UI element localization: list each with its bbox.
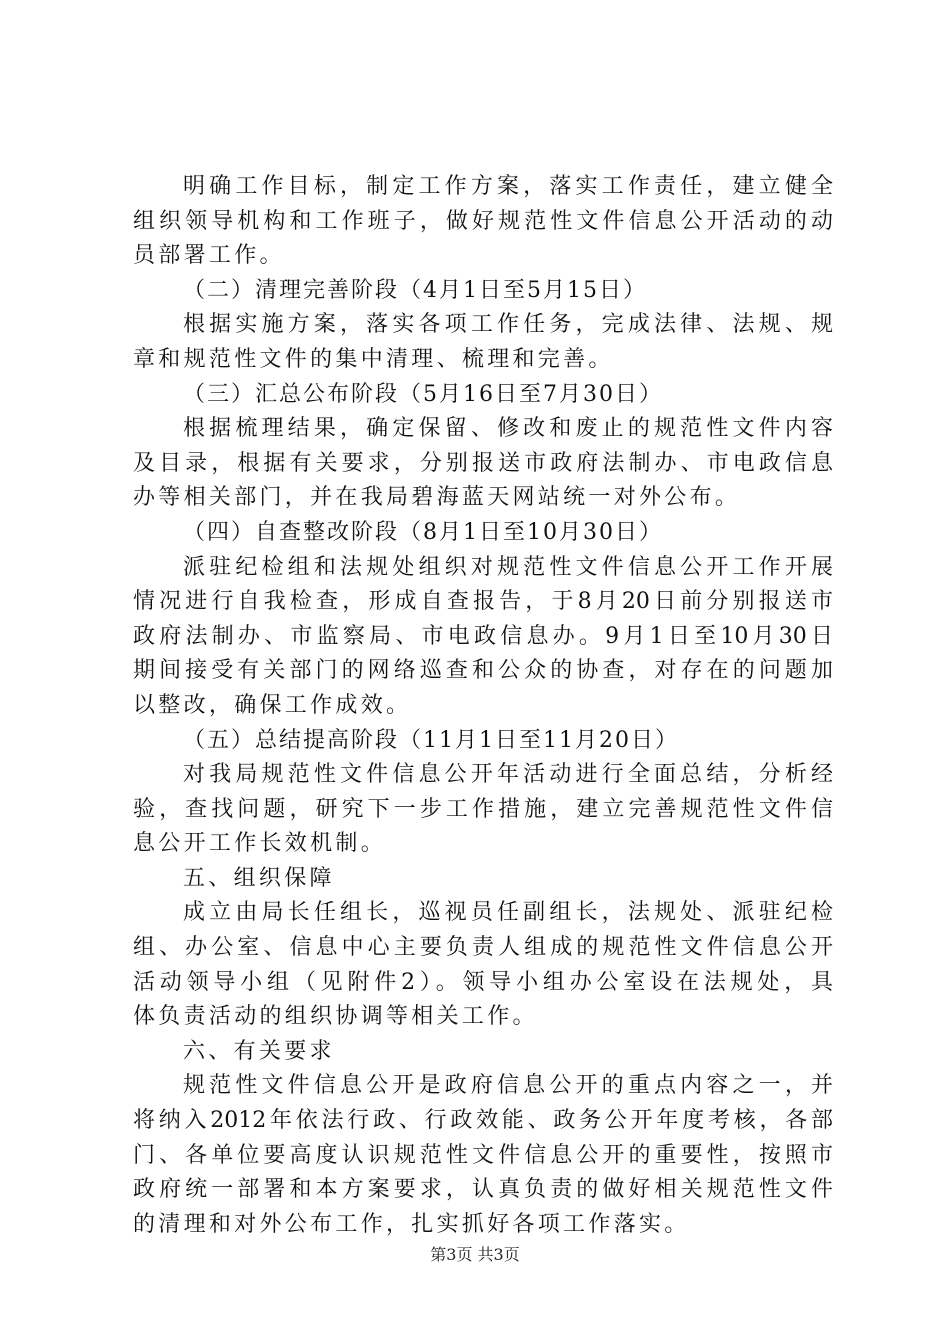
paragraph-line: 根据梳理结果，确定保留、修改和废止的规范性文件内容: [183, 416, 833, 442]
paragraph-line: 期间接受有关部门的网络巡查和公众的协查，对存在的问题加: [133, 658, 833, 684]
paragraph-line: 派驻纪检组和法规处组织对规范性文件信息公开工作开展: [183, 554, 833, 580]
paragraph-line: 息公开工作长效机制。: [133, 831, 387, 857]
paragraph-line: 对我局规范性文件信息公开年活动进行全面总结，分析经: [183, 762, 833, 788]
paragraph-line: 体负责活动的组织协调等相关工作。: [133, 1004, 538, 1030]
stage-heading: （五）总结提高阶段（11月1日至11月20日）: [183, 727, 679, 753]
paragraph-line: 组、办公室、信息中心主要负责人组成的规范性文件信息公开: [133, 935, 833, 961]
stage-heading: （四）自查整改阶段（8月1日至10月30日）: [183, 519, 663, 545]
paragraph-line: 成立由局长任组长，巡视员任副组长，法规处、派驻纪检: [183, 900, 833, 926]
paragraph-line: 明确工作目标，制定工作方案，落实工作责任，建立健全: [183, 174, 833, 199]
paragraph-line: 章和规范性文件的集中清理、梳理和完善。: [133, 346, 614, 372]
document-body: [133, 170, 833, 1242]
paragraph-line: 及目录，根据有关要求，分别报送市政府法制办、市电政信息: [133, 450, 833, 476]
paragraph-line: 情况进行自我检查，形成自查报告，于8月20日前分别报送市: [133, 589, 833, 615]
section-heading: 六、有关要求: [183, 1038, 335, 1064]
page-number-footer: 第3页 共3页: [430, 1245, 520, 1264]
paragraph-line: 将纳入2012年依法行政、行政效能、政务公开年度考核，各部: [133, 1108, 833, 1134]
stage-heading: （二）清理完善阶段（4月1日至5月15日）: [183, 277, 647, 303]
paragraph-line: 员部署工作。: [133, 243, 285, 269]
paragraph-line: 的清理和对外公布工作，扎实抓好各项工作落实。: [133, 1211, 690, 1237]
paragraph-line: 验，查找问题，研究下一步工作措施，建立完善规范性文件信: [133, 796, 833, 822]
stage-heading: （三）汇总公布阶段（5月16日至7月30日）: [183, 381, 663, 407]
paragraph-line: 政府法制办、市监察局、市电政信息办。9月1日至10月30日: [133, 623, 833, 649]
paragraph-line: 活动领导小组（见附件2）。领导小组办公室设在法规处，具: [133, 969, 833, 995]
paragraph-line: 规范性文件信息公开是政府信息公开的重点内容之一，并: [183, 1073, 833, 1099]
paragraph-line: 根据实施方案，落实各项工作任务，完成法律、法规、规: [183, 312, 833, 338]
paragraph-line: 门、各单位要高度认识规范性文件信息公开的重要性，按照市: [133, 1142, 833, 1168]
paragraph-line: 政府统一部署和本方案要求，认真负责的做好相关规范性文件: [133, 1177, 833, 1203]
paragraph-line: 以整改，确保工作成效。: [133, 692, 412, 718]
paragraph-line: 组织领导机构和工作班子，做好规范性文件信息公开活动的动: [133, 208, 833, 234]
paragraph-line: 办等相关部门，并在我局碧海蓝天网站统一对外公布。: [133, 485, 741, 511]
section-heading: 五、组织保障: [183, 865, 335, 891]
